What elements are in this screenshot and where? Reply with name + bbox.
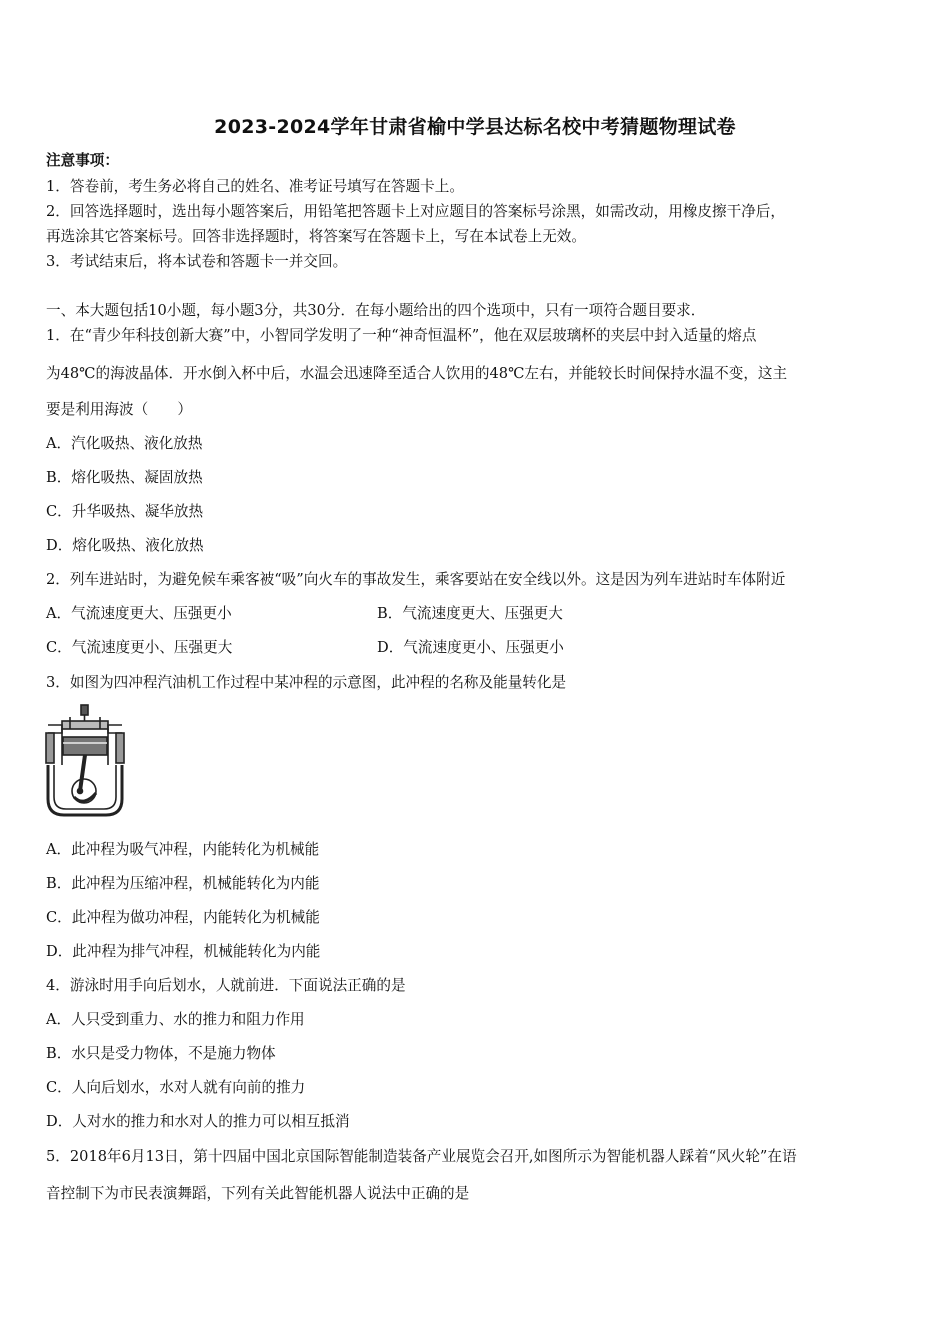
notice-heading: 注意事项：: [46, 152, 119, 169]
question-1-text: 1．在“青少年科技创新大赛”中，小智同学发明了一种“神奇恒温杯”，他在双层玻璃杯的夹层中封入适量的熔点: [46, 327, 757, 344]
q2-option-d: D．气流速度更小、压强更小: [377, 639, 564, 656]
question-4-text: 4．游泳时用手向后划水，人就前进．下面说法正确的是: [46, 977, 406, 994]
q2-option-a: A．气流速度更大、压强更小: [46, 605, 232, 622]
q1-option-d: D．熔化吸热、液化放热: [46, 537, 204, 554]
question-5-text: 5．2018年6月13日，第十四届中国北京国际智能制造装备产业展览会召开,如图所示为智能机器人踩着“风火轮”在语: [46, 1148, 797, 1165]
question-1-text: 为48℃的海波晶体．开水倒入杯中后，水温会迅速降至适合人饮用的48℃左右，并能较长时间保持水温不变，这主: [46, 365, 788, 382]
piston: [63, 737, 107, 755]
q1-option-a: A．汽化吸热、液化放热: [46, 435, 203, 452]
notice-item: 3．考试结束后，将本试卷和答题卡一并交回。: [46, 253, 348, 270]
question-2-text: 2．列车进站时，为避免候车乘客被“吸”向火车的事故发生，乘客要站在安全线以外。这是因为列车进站时车体附近: [46, 571, 786, 588]
connecting-rod: [80, 755, 85, 791]
notice-item: 再选涂其它答案标号。回答非选择题时，将答案写在答题卡上，写在本试卷上无效。: [46, 228, 586, 245]
spark-plug: [81, 705, 88, 715]
q3-option-b: B．此冲程为压缩冲程，机械能转化为内能: [46, 875, 320, 892]
question-5-text: 音控制下为市民表演舞蹈，下列有关此智能机器人说法中正确的是: [46, 1185, 470, 1202]
question-1-text: 要是利用海波（ ）: [46, 401, 192, 418]
exhaust-valve: [108, 725, 122, 733]
q2-option-c: C．气流速度更小、压强更大: [46, 639, 233, 656]
q1-option-c: C．升华吸热、凝华放热: [46, 503, 204, 520]
engine-diagram: [44, 703, 126, 819]
question-3-text: 3．如图为四冲程汽油机工作过程中某冲程的示意图，此冲程的名称及能量转化是: [46, 674, 567, 691]
q3-option-a: A．此冲程为吸气冲程，内能转化为机械能: [46, 841, 320, 858]
intake-valve: [48, 725, 62, 733]
q4-option-b: B．水只是受力物体，不是施力物体: [46, 1045, 276, 1062]
section-heading: 一、本大题包括10小题，每小题3分，共30分．在每小题给出的四个选项中，只有一项符合题目要求．: [46, 302, 706, 319]
page-title: 2023-2024学年甘肃省榆中学县达标名校中考猜题物理试卷: [214, 116, 736, 138]
notice-item: 1．答卷前，考生务必将自己的姓名、准考证号填写在答题卡上。: [46, 178, 464, 195]
q2-option-b: B．气流速度更大、压强更大: [377, 605, 563, 622]
q4-option-a: A．人只受到重力、水的推力和阻力作用: [46, 1011, 305, 1028]
notice-item: 2．回答选择题时，选出每小题答案后，用铅笔把答题卡上对应题目的答案标号涂黑，如需改动，用橡皮擦干净后，: [46, 203, 785, 220]
q3-option-d: D．此冲程为排气冲程，机械能转化为内能: [46, 943, 321, 960]
q1-option-b: B．熔化吸热、凝固放热: [46, 469, 203, 486]
q3-option-c: C．此冲程为做功冲程，内能转化为机械能: [46, 909, 320, 926]
q4-option-c: C．人向后划水，水对人就有向前的推力: [46, 1079, 306, 1096]
q4-option-d: D．人对水的推力和水对人的推力可以相互抵消: [46, 1113, 350, 1130]
